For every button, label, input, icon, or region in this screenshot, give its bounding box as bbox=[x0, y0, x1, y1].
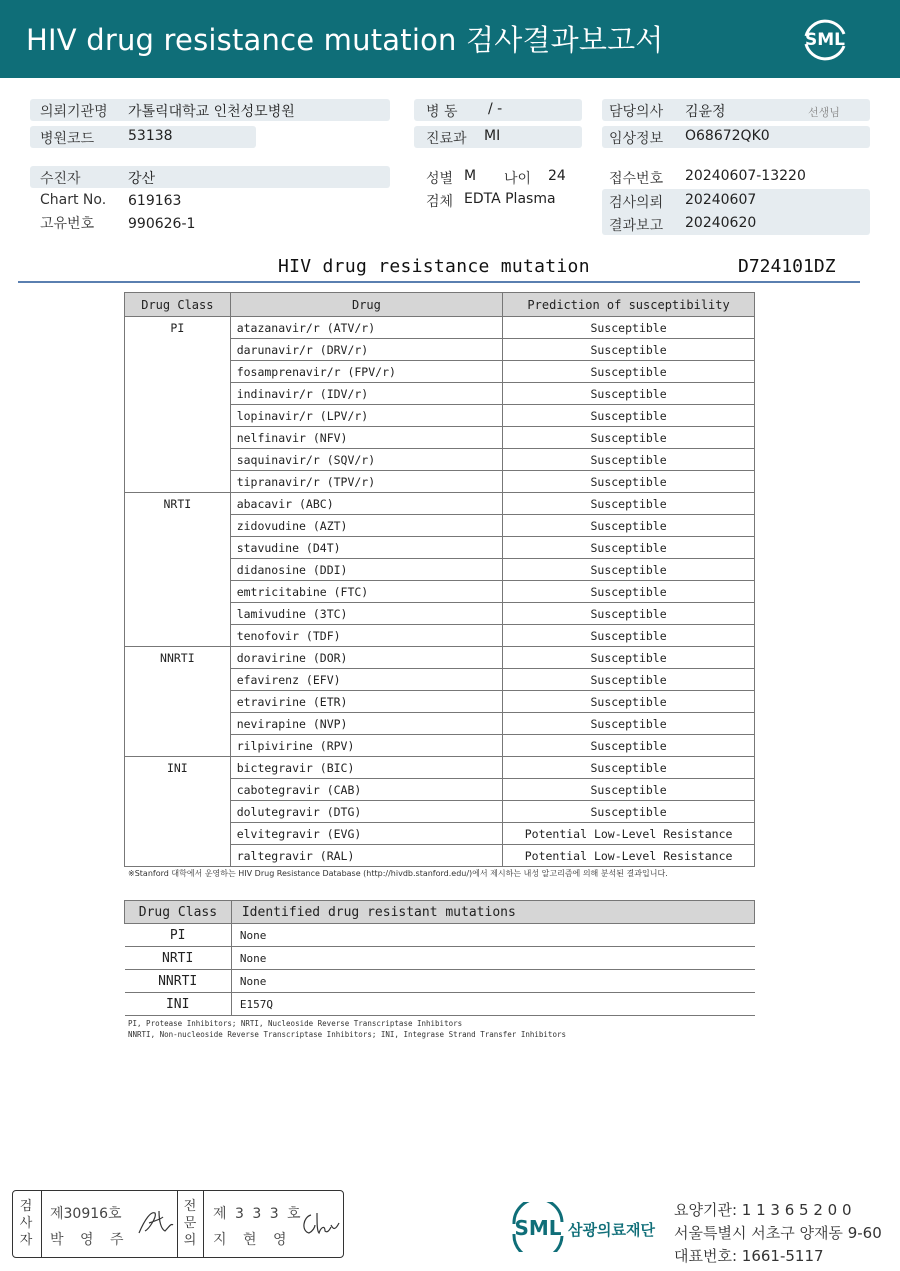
table-row bbox=[125, 970, 755, 993]
receipt-label: 접수번호 bbox=[609, 171, 664, 187]
table-row bbox=[125, 361, 755, 383]
drug-class-cell bbox=[125, 779, 231, 801]
table-row bbox=[125, 493, 755, 515]
report-label: 결과보고 bbox=[609, 218, 664, 234]
table-row bbox=[125, 801, 755, 823]
header-mut-class: Drug Class bbox=[125, 901, 232, 924]
abbr-line-1: PI, Protease Inhibitors; NRTI, Nucleoside Reverse Transcriptase Inhibitors bbox=[128, 1019, 463, 1028]
drug-cell: bictegravir (BIC) bbox=[230, 757, 502, 779]
specialist-label bbox=[183, 1198, 197, 1249]
prediction-cell: Susceptible bbox=[503, 735, 755, 757]
drug-cell: saquinavir/r (SQV/r) bbox=[230, 449, 502, 471]
drug-class-cell bbox=[125, 669, 231, 691]
header-drug: Drug bbox=[230, 293, 502, 317]
mutation-cell: None bbox=[231, 924, 754, 947]
drug-cell: lopinavir/r (LPV/r) bbox=[230, 405, 502, 427]
drug-cell: darunavir/r (DRV/r) bbox=[230, 339, 502, 361]
mutation-cell: None bbox=[231, 947, 754, 970]
mutation-class-cell: NNRTI bbox=[125, 970, 232, 993]
prediction-cell: Susceptible bbox=[503, 405, 755, 427]
drug-cell: abacavir (ABC) bbox=[230, 493, 502, 515]
hospital-value: 가톨릭대학교 인천성모병원 bbox=[128, 104, 295, 120]
footer-org-name: 삼광의료재단 bbox=[568, 1221, 655, 1239]
table-row bbox=[125, 757, 755, 779]
age-label: 나이 bbox=[504, 171, 532, 187]
drug-cell: stavudine (D4T) bbox=[230, 537, 502, 559]
tester-label bbox=[19, 1198, 33, 1249]
patient-field bbox=[30, 166, 390, 188]
prediction-cell: Susceptible bbox=[503, 515, 755, 537]
susceptibility-body bbox=[125, 317, 755, 867]
tester-name: 박 영 주 bbox=[50, 1232, 130, 1248]
header-drug-class: Drug Class bbox=[125, 293, 231, 317]
drug-cell: atazanavir/r (ATV/r) bbox=[230, 317, 502, 339]
receipt-value: 20240607-13220 bbox=[685, 168, 806, 184]
report-header bbox=[0, 0, 900, 78]
uid-label: 고유번호 bbox=[40, 216, 95, 232]
mutation-class-cell: NRTI bbox=[125, 947, 232, 970]
dept-value: MI bbox=[484, 128, 501, 144]
ward-value: / - bbox=[488, 101, 503, 117]
table-row bbox=[125, 559, 755, 581]
table-row bbox=[125, 581, 755, 603]
drug-cell: dolutegravir (DTG) bbox=[230, 801, 502, 823]
sml-logo bbox=[798, 14, 852, 64]
drug-class-cell bbox=[125, 361, 231, 383]
age-value: 24 bbox=[548, 168, 566, 184]
prediction-cell: Susceptible bbox=[503, 691, 755, 713]
drug-class-cell bbox=[125, 713, 231, 735]
drug-class-cell bbox=[125, 537, 231, 559]
prediction-cell: Susceptible bbox=[503, 537, 755, 559]
specialist-signature-icon bbox=[297, 1209, 341, 1239]
report-title: HIV drug resistance mutation 검사결과보고서 bbox=[26, 23, 664, 57]
prediction-cell: Potential Low-Level Resistance bbox=[503, 823, 755, 845]
footer-address: 서울특별시 서초구 양재동 9-60 bbox=[674, 1224, 882, 1242]
drug-cell: doravirine (DOR) bbox=[230, 647, 502, 669]
drug-cell: emtricitabine (FTC) bbox=[230, 581, 502, 603]
specialist-name: 지 현 영 bbox=[213, 1232, 293, 1248]
table-row bbox=[125, 647, 755, 669]
table-row bbox=[125, 339, 755, 361]
drug-class-cell bbox=[125, 405, 231, 427]
sex-label: 성별 bbox=[426, 171, 454, 187]
table-row bbox=[125, 735, 755, 757]
test-code: D724101DZ bbox=[738, 256, 836, 277]
abbreviations bbox=[128, 1018, 566, 1040]
tester-number: 제30916호 bbox=[50, 1206, 122, 1222]
table-row bbox=[125, 515, 755, 537]
patient-label: 수진자 bbox=[40, 171, 81, 187]
sex-value: M bbox=[464, 168, 477, 184]
table-row bbox=[125, 947, 755, 970]
uid-value: 990626-1 bbox=[128, 216, 196, 232]
drug-cell: fosamprenavir/r (FPV/r) bbox=[230, 361, 502, 383]
mutation-class-cell: INI bbox=[125, 993, 232, 1016]
susceptibility-table bbox=[124, 292, 755, 867]
tester-label-text: 검사자 bbox=[19, 1199, 33, 1248]
drug-class-cell bbox=[125, 625, 231, 647]
signature-box bbox=[12, 1190, 344, 1258]
drug-class-cell: PI bbox=[125, 317, 231, 339]
drug-class-cell bbox=[125, 603, 231, 625]
drug-cell: raltegravir (RAL) bbox=[230, 845, 502, 867]
stanford-note: ※Stanford 대학에서 운영하는 HIV Drug Resistance Database (http://hivdb.stanford.edu/)에서 제시하는 내성 알고리즘에 의해 분석된 결과입니다. bbox=[128, 869, 668, 878]
prediction-cell: Susceptible bbox=[503, 559, 755, 581]
table-row bbox=[125, 603, 755, 625]
chart-value: 619163 bbox=[128, 193, 182, 209]
doctor-label: 담당의사 bbox=[609, 104, 664, 120]
drug-cell: didanosine (DDI) bbox=[230, 559, 502, 581]
tester-signature-icon bbox=[135, 1207, 175, 1239]
table-row bbox=[125, 317, 755, 339]
prediction-cell: Susceptible bbox=[503, 581, 755, 603]
drug-class-cell: NNRTI bbox=[125, 647, 231, 669]
table-row bbox=[125, 427, 755, 449]
code-label: 병원코드 bbox=[40, 131, 95, 147]
table-row bbox=[125, 845, 755, 867]
chart-label: Chart No. bbox=[40, 192, 107, 208]
prediction-cell: Susceptible bbox=[503, 603, 755, 625]
drug-class-cell bbox=[125, 581, 231, 603]
table-row bbox=[125, 993, 755, 1016]
table-row bbox=[125, 924, 755, 947]
table-row bbox=[125, 713, 755, 735]
prediction-cell: Susceptible bbox=[503, 779, 755, 801]
ward-label: 병 동 bbox=[426, 104, 458, 120]
drug-cell: etravirine (ETR) bbox=[230, 691, 502, 713]
doctor-value: 김윤정 bbox=[685, 104, 726, 120]
prediction-cell: Susceptible bbox=[503, 493, 755, 515]
drug-class-cell bbox=[125, 339, 231, 361]
drug-class-cell bbox=[125, 845, 231, 867]
table-row bbox=[125, 449, 755, 471]
drug-class-cell bbox=[125, 383, 231, 405]
prediction-cell: Susceptible bbox=[503, 647, 755, 669]
drug-cell: tenofovir (TDF) bbox=[230, 625, 502, 647]
specimen-value: EDTA Plasma bbox=[464, 191, 556, 207]
drug-class-cell bbox=[125, 735, 231, 757]
prediction-cell: Susceptible bbox=[503, 713, 755, 735]
footer-sml-logo bbox=[510, 1202, 670, 1252]
drug-class-cell: NRTI bbox=[125, 493, 231, 515]
footer-phone: 대표번호: 1661-5117 bbox=[674, 1247, 824, 1265]
dept-label: 진료과 bbox=[426, 131, 467, 147]
doctor-suffix: 선생님 bbox=[808, 106, 840, 119]
patient-value: 강산 bbox=[128, 171, 156, 187]
prediction-cell: Potential Low-Level Resistance bbox=[503, 845, 755, 867]
table-row bbox=[125, 823, 755, 845]
drug-class-cell bbox=[125, 449, 231, 471]
specimen-label: 검체 bbox=[426, 194, 454, 210]
prediction-cell: Susceptible bbox=[503, 317, 755, 339]
header-prediction: Prediction of susceptibility bbox=[503, 293, 755, 317]
drug-cell: zidovudine (AZT) bbox=[230, 515, 502, 537]
request-label: 검사의뢰 bbox=[609, 195, 664, 211]
prediction-cell: Susceptible bbox=[503, 383, 755, 405]
table-row bbox=[125, 405, 755, 427]
test-title: HIV drug resistance mutation bbox=[278, 256, 590, 277]
specialist-label-text: 전문의 bbox=[183, 1199, 197, 1248]
prediction-cell: Susceptible bbox=[503, 339, 755, 361]
code-value: 53138 bbox=[128, 128, 173, 144]
drug-cell: tipranavir/r (TPV/r) bbox=[230, 471, 502, 493]
table-row bbox=[125, 383, 755, 405]
drug-class-cell bbox=[125, 427, 231, 449]
drug-class-cell bbox=[125, 471, 231, 493]
table-row bbox=[125, 669, 755, 691]
request-value: 20240607 bbox=[685, 192, 757, 208]
title-divider bbox=[18, 281, 860, 283]
drug-class-cell bbox=[125, 515, 231, 537]
header-mutations: Identified drug resistant mutations bbox=[231, 901, 754, 924]
prediction-cell: Susceptible bbox=[503, 801, 755, 823]
clinical-value: O68672QK0 bbox=[685, 128, 770, 144]
prediction-cell: Susceptible bbox=[503, 625, 755, 647]
mutation-cell: E157Q bbox=[231, 993, 754, 1016]
mutation-cell: None bbox=[231, 970, 754, 993]
drug-class-cell: INI bbox=[125, 757, 231, 779]
mutations-table bbox=[124, 900, 755, 1016]
drug-cell: lamivudine (3TC) bbox=[230, 603, 502, 625]
prediction-cell: Susceptible bbox=[503, 669, 755, 691]
report-value: 20240620 bbox=[685, 215, 757, 231]
prediction-cell: Susceptible bbox=[503, 427, 755, 449]
drug-cell: rilpivirine (RPV) bbox=[230, 735, 502, 757]
footer-logo-text: SML bbox=[514, 1216, 562, 1240]
drug-cell: elvitegravir (EVG) bbox=[230, 823, 502, 845]
drug-cell: efavirenz (EFV) bbox=[230, 669, 502, 691]
drug-class-cell bbox=[125, 823, 231, 845]
table-row bbox=[125, 625, 755, 647]
prediction-cell: Susceptible bbox=[503, 757, 755, 779]
clinical-label: 임상정보 bbox=[609, 131, 664, 147]
logo-text: SML bbox=[805, 30, 845, 50]
table-row bbox=[125, 471, 755, 493]
table-row bbox=[125, 537, 755, 559]
table-row bbox=[125, 779, 755, 801]
prediction-cell: Susceptible bbox=[503, 471, 755, 493]
prediction-cell: Susceptible bbox=[503, 449, 755, 471]
drug-cell: indinavir/r (IDV/r) bbox=[230, 383, 502, 405]
abbr-line-2: NNRTI, Non-nucleoside Reverse Transcriptase Inhibitors; INI, Integrase Strand Transfer Inhibitors bbox=[128, 1030, 566, 1039]
hospital-label: 의뢰기관명 bbox=[40, 104, 108, 120]
drug-class-cell bbox=[125, 801, 231, 823]
drug-class-cell bbox=[125, 559, 231, 581]
mutations-body bbox=[125, 924, 755, 1016]
footer-code: 요양기관: 1 1 3 6 5 2 0 0 bbox=[674, 1201, 852, 1219]
specialist-number: 제 3 3 3 호 bbox=[213, 1206, 303, 1222]
mutation-class-cell: PI bbox=[125, 924, 232, 947]
table-row bbox=[125, 691, 755, 713]
drug-cell: nelfinavir (NFV) bbox=[230, 427, 502, 449]
drug-cell: cabotegravir (CAB) bbox=[230, 779, 502, 801]
drug-cell: nevirapine (NVP) bbox=[230, 713, 502, 735]
drug-class-cell bbox=[125, 691, 231, 713]
prediction-cell: Susceptible bbox=[503, 361, 755, 383]
